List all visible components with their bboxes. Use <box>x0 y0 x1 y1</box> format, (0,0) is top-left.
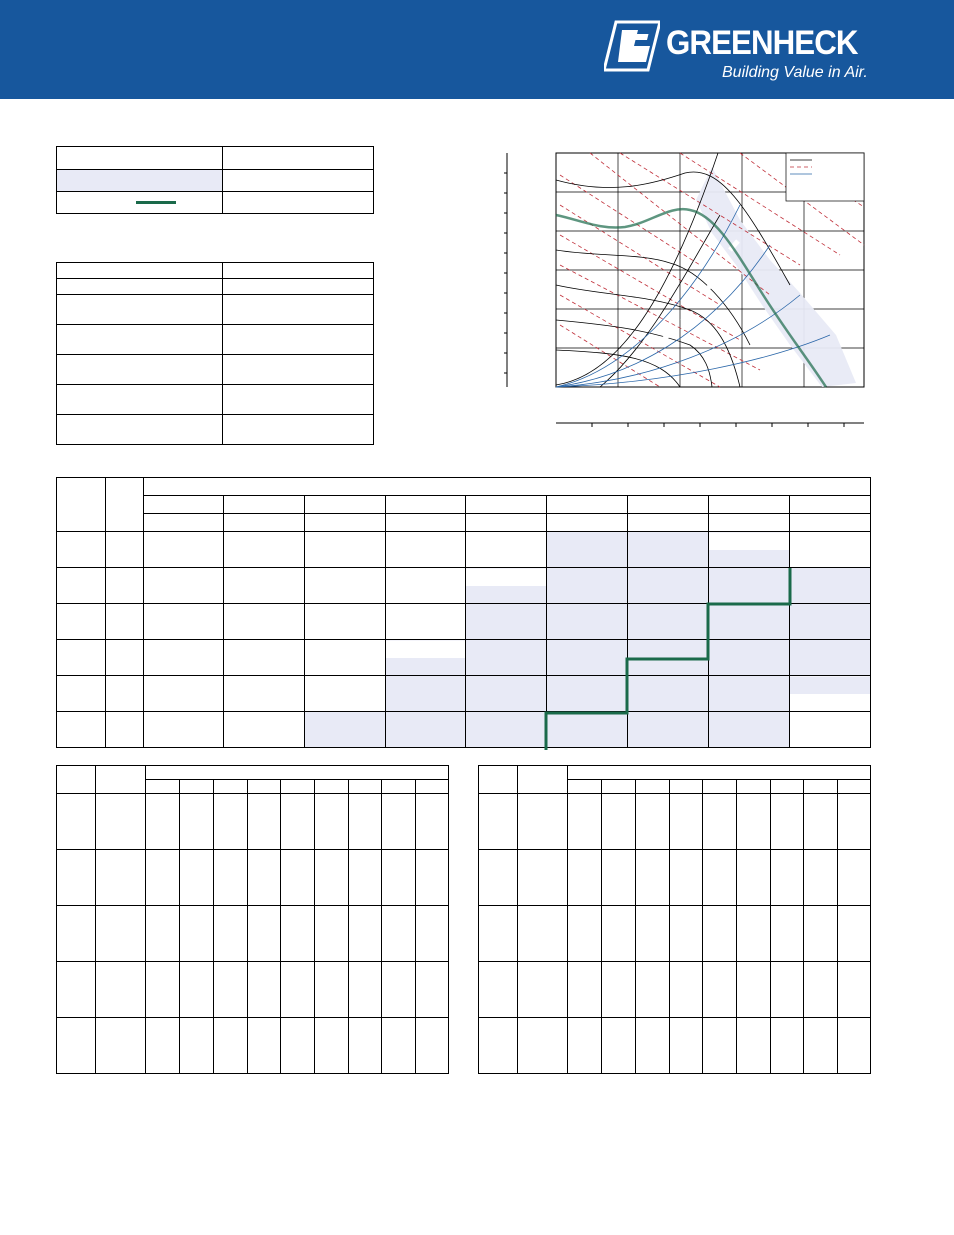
table-cell <box>223 712 304 748</box>
table-cell <box>146 850 180 906</box>
table-cell <box>466 568 547 604</box>
table-cell <box>709 532 790 568</box>
table-cell <box>466 712 547 748</box>
table-cell <box>568 906 602 962</box>
table-cell <box>223 640 304 676</box>
table-cell <box>385 514 466 532</box>
table-cell <box>281 962 315 1018</box>
table-cell <box>628 604 709 640</box>
table-cell <box>602 1018 636 1074</box>
table-cell <box>602 906 636 962</box>
table-cell <box>669 906 703 962</box>
table-cell <box>180 794 214 850</box>
table-cell <box>466 496 547 514</box>
table-cell <box>628 568 709 604</box>
table-cell <box>838 962 871 1018</box>
table-cell <box>314 780 348 794</box>
table-cell <box>804 850 838 906</box>
sound-table-left <box>56 765 449 1074</box>
table-cell <box>790 640 871 676</box>
table-cell <box>57 295 223 325</box>
table-cell <box>223 415 374 445</box>
table-cell <box>416 1018 449 1074</box>
brand-name: GREENHECK <box>666 24 858 62</box>
table-cell <box>382 850 416 906</box>
table-cell <box>247 906 281 962</box>
table-cell <box>180 850 214 906</box>
table-cell <box>602 850 636 906</box>
table-cell <box>568 1018 602 1074</box>
table-cell <box>146 962 180 1018</box>
table-cell <box>223 279 374 295</box>
table-cell <box>517 906 568 962</box>
table-cell <box>57 568 106 604</box>
table-cell <box>213 962 247 1018</box>
table-cell <box>223 496 304 514</box>
table-cell <box>105 568 143 604</box>
table-cell <box>348 1018 382 1074</box>
table-cell <box>770 962 804 1018</box>
table-cell <box>790 568 871 604</box>
table-cell <box>348 794 382 850</box>
table-cell <box>709 496 790 514</box>
table-cell <box>314 1018 348 1074</box>
table-cell <box>416 794 449 850</box>
table-cell <box>736 1018 770 1074</box>
table-cell <box>669 794 703 850</box>
table-cell <box>635 850 669 906</box>
performance-chart <box>500 145 880 435</box>
table-cell <box>517 962 568 1018</box>
table-cell <box>628 532 709 568</box>
table-cell <box>736 794 770 850</box>
table-cell <box>143 712 223 748</box>
table-cell <box>770 906 804 962</box>
table-cell <box>304 532 385 568</box>
table-cell <box>57 962 96 1018</box>
table-cell <box>304 640 385 676</box>
table-cell <box>382 1018 416 1074</box>
table-cell <box>479 766 518 794</box>
table-cell <box>790 676 871 712</box>
table-cell <box>479 1018 518 1074</box>
table-cell <box>804 906 838 962</box>
table-cell <box>602 962 636 1018</box>
table-cell <box>709 514 790 532</box>
table-cell <box>669 1018 703 1074</box>
table-cell <box>770 1018 804 1074</box>
table-cell <box>385 568 466 604</box>
table-cell <box>213 906 247 962</box>
table-cell <box>517 850 568 906</box>
table-cell <box>180 962 214 1018</box>
table-cell <box>57 170 223 192</box>
table-cell <box>314 794 348 850</box>
table-cell <box>635 906 669 962</box>
table-cell <box>348 850 382 906</box>
table-cell <box>628 676 709 712</box>
table-cell <box>669 850 703 906</box>
table-cell <box>57 192 223 214</box>
table-cell <box>281 1018 315 1074</box>
table-cell <box>466 532 547 568</box>
table-cell <box>382 794 416 850</box>
table-cell <box>223 514 304 532</box>
table-cell <box>736 906 770 962</box>
table-cell <box>628 640 709 676</box>
table-cell <box>790 712 871 748</box>
table-cell <box>223 385 374 415</box>
table-cell <box>547 640 628 676</box>
table-cell <box>568 794 602 850</box>
table-cell <box>213 850 247 906</box>
table-cell <box>416 780 449 794</box>
table-cell <box>223 295 374 325</box>
table-cell <box>304 496 385 514</box>
table-cell <box>517 1018 568 1074</box>
table-cell <box>57 1018 96 1074</box>
table-cell <box>628 496 709 514</box>
table-cell <box>57 794 96 850</box>
table-cell <box>247 850 281 906</box>
table-cell <box>143 568 223 604</box>
table-cell <box>57 279 223 295</box>
table-cell <box>314 906 348 962</box>
table-cell <box>547 496 628 514</box>
table-cell <box>466 676 547 712</box>
table-cell <box>547 712 628 748</box>
table-cell <box>628 514 709 532</box>
table-cell <box>213 780 247 794</box>
table-cell <box>57 325 223 355</box>
table-cell <box>304 676 385 712</box>
table-cell <box>736 962 770 1018</box>
table-cell <box>770 850 804 906</box>
table-cell <box>143 478 870 496</box>
table-cell <box>736 780 770 794</box>
brand-logo <box>604 18 874 88</box>
table-cell <box>635 1018 669 1074</box>
table-cell <box>466 640 547 676</box>
table-cell <box>57 712 106 748</box>
table-cell <box>146 780 180 794</box>
table-cell <box>304 604 385 640</box>
table-cell <box>57 263 223 279</box>
table-cell <box>568 850 602 906</box>
table-cell <box>223 604 304 640</box>
table-cell <box>247 780 281 794</box>
table-cell <box>143 532 223 568</box>
table-cell <box>57 147 223 170</box>
table-cell <box>146 794 180 850</box>
table-cell <box>247 962 281 1018</box>
brand-tagline: Building Value in Air. <box>722 64 868 81</box>
table-cell <box>547 532 628 568</box>
table-cell <box>304 568 385 604</box>
table-cell <box>790 514 871 532</box>
table-cell <box>547 604 628 640</box>
table-cell <box>223 568 304 604</box>
table-cell <box>635 780 669 794</box>
table-cell <box>709 712 790 748</box>
table-cell <box>385 604 466 640</box>
table-cell <box>466 604 547 640</box>
table-cell <box>703 1018 737 1074</box>
table-cell <box>105 640 143 676</box>
table-cell <box>95 766 146 794</box>
table-cell <box>143 514 223 532</box>
table-cell <box>736 850 770 906</box>
table-cell <box>146 906 180 962</box>
table-cell <box>770 780 804 794</box>
table-cell <box>838 906 871 962</box>
table-cell <box>568 962 602 1018</box>
table-cell <box>703 850 737 906</box>
table-cell <box>146 766 449 780</box>
table-cell <box>382 962 416 1018</box>
table-cell <box>105 532 143 568</box>
table-cell <box>223 263 374 279</box>
table-cell <box>281 906 315 962</box>
table-cell <box>709 676 790 712</box>
table-cell <box>479 906 518 962</box>
table-cell <box>838 794 871 850</box>
table-cell <box>709 604 790 640</box>
table-cell <box>416 962 449 1018</box>
table-cell <box>348 906 382 962</box>
table-cell <box>479 962 518 1018</box>
performance-table <box>56 477 871 748</box>
table-cell <box>57 415 223 445</box>
table-cell <box>635 794 669 850</box>
table-cell <box>790 604 871 640</box>
table-cell <box>479 794 518 850</box>
table-cell <box>281 850 315 906</box>
table-cell <box>95 794 146 850</box>
table-cell <box>602 794 636 850</box>
table-cell <box>57 532 106 568</box>
table-cell <box>385 496 466 514</box>
table-cell <box>790 532 871 568</box>
table-cell <box>223 676 304 712</box>
table-cell <box>247 1018 281 1074</box>
logo-mark-icon <box>604 20 660 72</box>
table-cell <box>568 780 602 794</box>
table-cell <box>517 766 568 794</box>
table-cell <box>385 640 466 676</box>
table-cell <box>143 604 223 640</box>
table-cell <box>57 385 223 415</box>
table-cell <box>95 1018 146 1074</box>
table-cell <box>547 568 628 604</box>
table-cell <box>180 1018 214 1074</box>
table-cell <box>143 676 223 712</box>
table-cell <box>348 962 382 1018</box>
table-cell <box>804 1018 838 1074</box>
table-cell <box>95 962 146 1018</box>
table-cell <box>838 1018 871 1074</box>
spec-table <box>56 262 374 445</box>
table-cell <box>57 850 96 906</box>
table-cell <box>838 850 871 906</box>
table-cell <box>547 676 628 712</box>
table-cell <box>703 794 737 850</box>
page-header <box>0 0 954 99</box>
table-cell <box>669 962 703 1018</box>
table-cell <box>709 640 790 676</box>
table-cell <box>105 676 143 712</box>
table-cell <box>57 906 96 962</box>
table-cell <box>213 794 247 850</box>
legend-table <box>56 146 374 214</box>
table-cell <box>669 780 703 794</box>
table-cell <box>213 1018 247 1074</box>
table-cell <box>602 780 636 794</box>
table-cell <box>385 532 466 568</box>
table-cell <box>57 478 106 532</box>
table-cell <box>466 514 547 532</box>
table-cell <box>223 192 374 214</box>
table-cell <box>281 780 315 794</box>
table-cell <box>382 906 416 962</box>
table-cell <box>770 794 804 850</box>
table-cell <box>281 794 315 850</box>
table-cell <box>703 780 737 794</box>
table-cell <box>703 962 737 1018</box>
table-cell <box>314 850 348 906</box>
table-cell <box>703 906 737 962</box>
table-cell <box>57 766 96 794</box>
table-cell <box>314 962 348 1018</box>
table-cell <box>635 962 669 1018</box>
table-cell <box>517 794 568 850</box>
table-cell <box>385 676 466 712</box>
table-cell <box>547 514 628 532</box>
table-cell <box>57 355 223 385</box>
table-cell <box>95 850 146 906</box>
table-cell <box>105 478 143 532</box>
table-cell <box>57 676 106 712</box>
table-cell <box>223 355 374 385</box>
table-cell <box>180 780 214 794</box>
table-cell <box>568 766 871 780</box>
table-cell <box>95 906 146 962</box>
table-cell <box>223 325 374 355</box>
table-cell <box>146 1018 180 1074</box>
table-cell <box>838 780 871 794</box>
table-cell <box>247 794 281 850</box>
table-cell <box>223 170 374 192</box>
operating-line-swatch <box>136 201 176 204</box>
table-cell <box>628 712 709 748</box>
chart-legend <box>786 153 864 201</box>
table-cell <box>804 962 838 1018</box>
table-cell <box>416 906 449 962</box>
table-cell <box>804 794 838 850</box>
table-cell <box>304 712 385 748</box>
table-cell <box>223 532 304 568</box>
table-cell <box>348 780 382 794</box>
table-cell <box>479 850 518 906</box>
table-cell <box>143 640 223 676</box>
table-cell <box>105 712 143 748</box>
table-cell <box>416 850 449 906</box>
table-cell <box>105 604 143 640</box>
table-cell <box>790 496 871 514</box>
table-cell <box>304 514 385 532</box>
table-cell <box>385 712 466 748</box>
table-cell <box>382 780 416 794</box>
table-cell <box>180 906 214 962</box>
sound-table-right <box>478 765 871 1074</box>
table-cell <box>223 147 374 170</box>
table-cell <box>57 640 106 676</box>
table-cell <box>709 568 790 604</box>
table-cell <box>804 780 838 794</box>
table-cell <box>143 496 223 514</box>
table-cell <box>57 604 106 640</box>
